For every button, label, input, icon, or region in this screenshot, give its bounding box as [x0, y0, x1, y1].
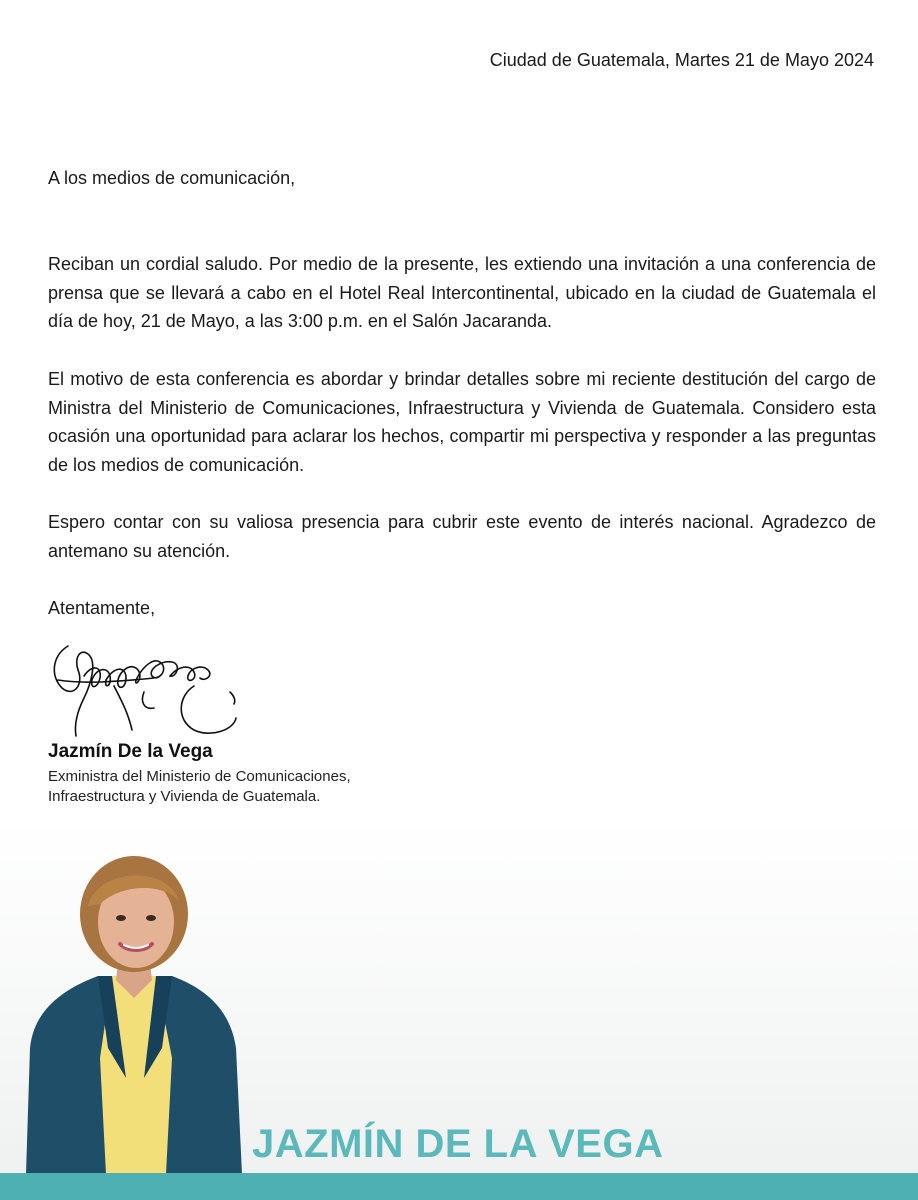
- footer-brand-name: JAZMÍN DE LA VEGA: [252, 1122, 664, 1166]
- signer-title-line-2: Infraestructura y Vivienda de Guatemala.: [48, 788, 321, 805]
- signer-title-line-1: Exministra del Ministerio de Comunicaciones,: [48, 768, 351, 785]
- salutation: A los medios de comunicación,: [48, 168, 296, 188]
- portrait-photo: [16, 848, 252, 1174]
- paragraph-motive: El motivo de esta conferencia es abordar y brindar detalles sobre mi reciente destitución del cargo de Ministra del Ministerio de Comunicaciones, Infraestructura y Vivienda de Guatemala. Considero esta ocasión una oportunidad para aclarar los hechos, compartir mi perspectiva y responder a las preguntas de los medios de comunicación.: [48, 369, 876, 475]
- date-line: Ciudad de Guatemala, Martes 21 de Mayo 2024: [489, 50, 874, 70]
- paragraph-closing-request: Espero contar con su valiosa presencia para cubrir este evento de interés nacional. Agradezco de antemano su atención.: [48, 512, 876, 561]
- footer-color-bar: [0, 1173, 918, 1200]
- paragraph-invitation: Reciban un cordial saludo. Por medio de la presente, les extiendo una invitación a una conferencia de prensa que se llevará a cabo en el Hotel Real Intercontinental, ubicado en la ciudad de Guatemala el día de hoy, 21 de Mayo, a las 3:00 p.m. en el Salón Jacaranda.: [48, 254, 876, 331]
- closing-line: Atentamente,: [48, 598, 156, 618]
- handwritten-signature: [44, 636, 244, 740]
- signer-name: Jazmín De la Vega: [48, 741, 213, 762]
